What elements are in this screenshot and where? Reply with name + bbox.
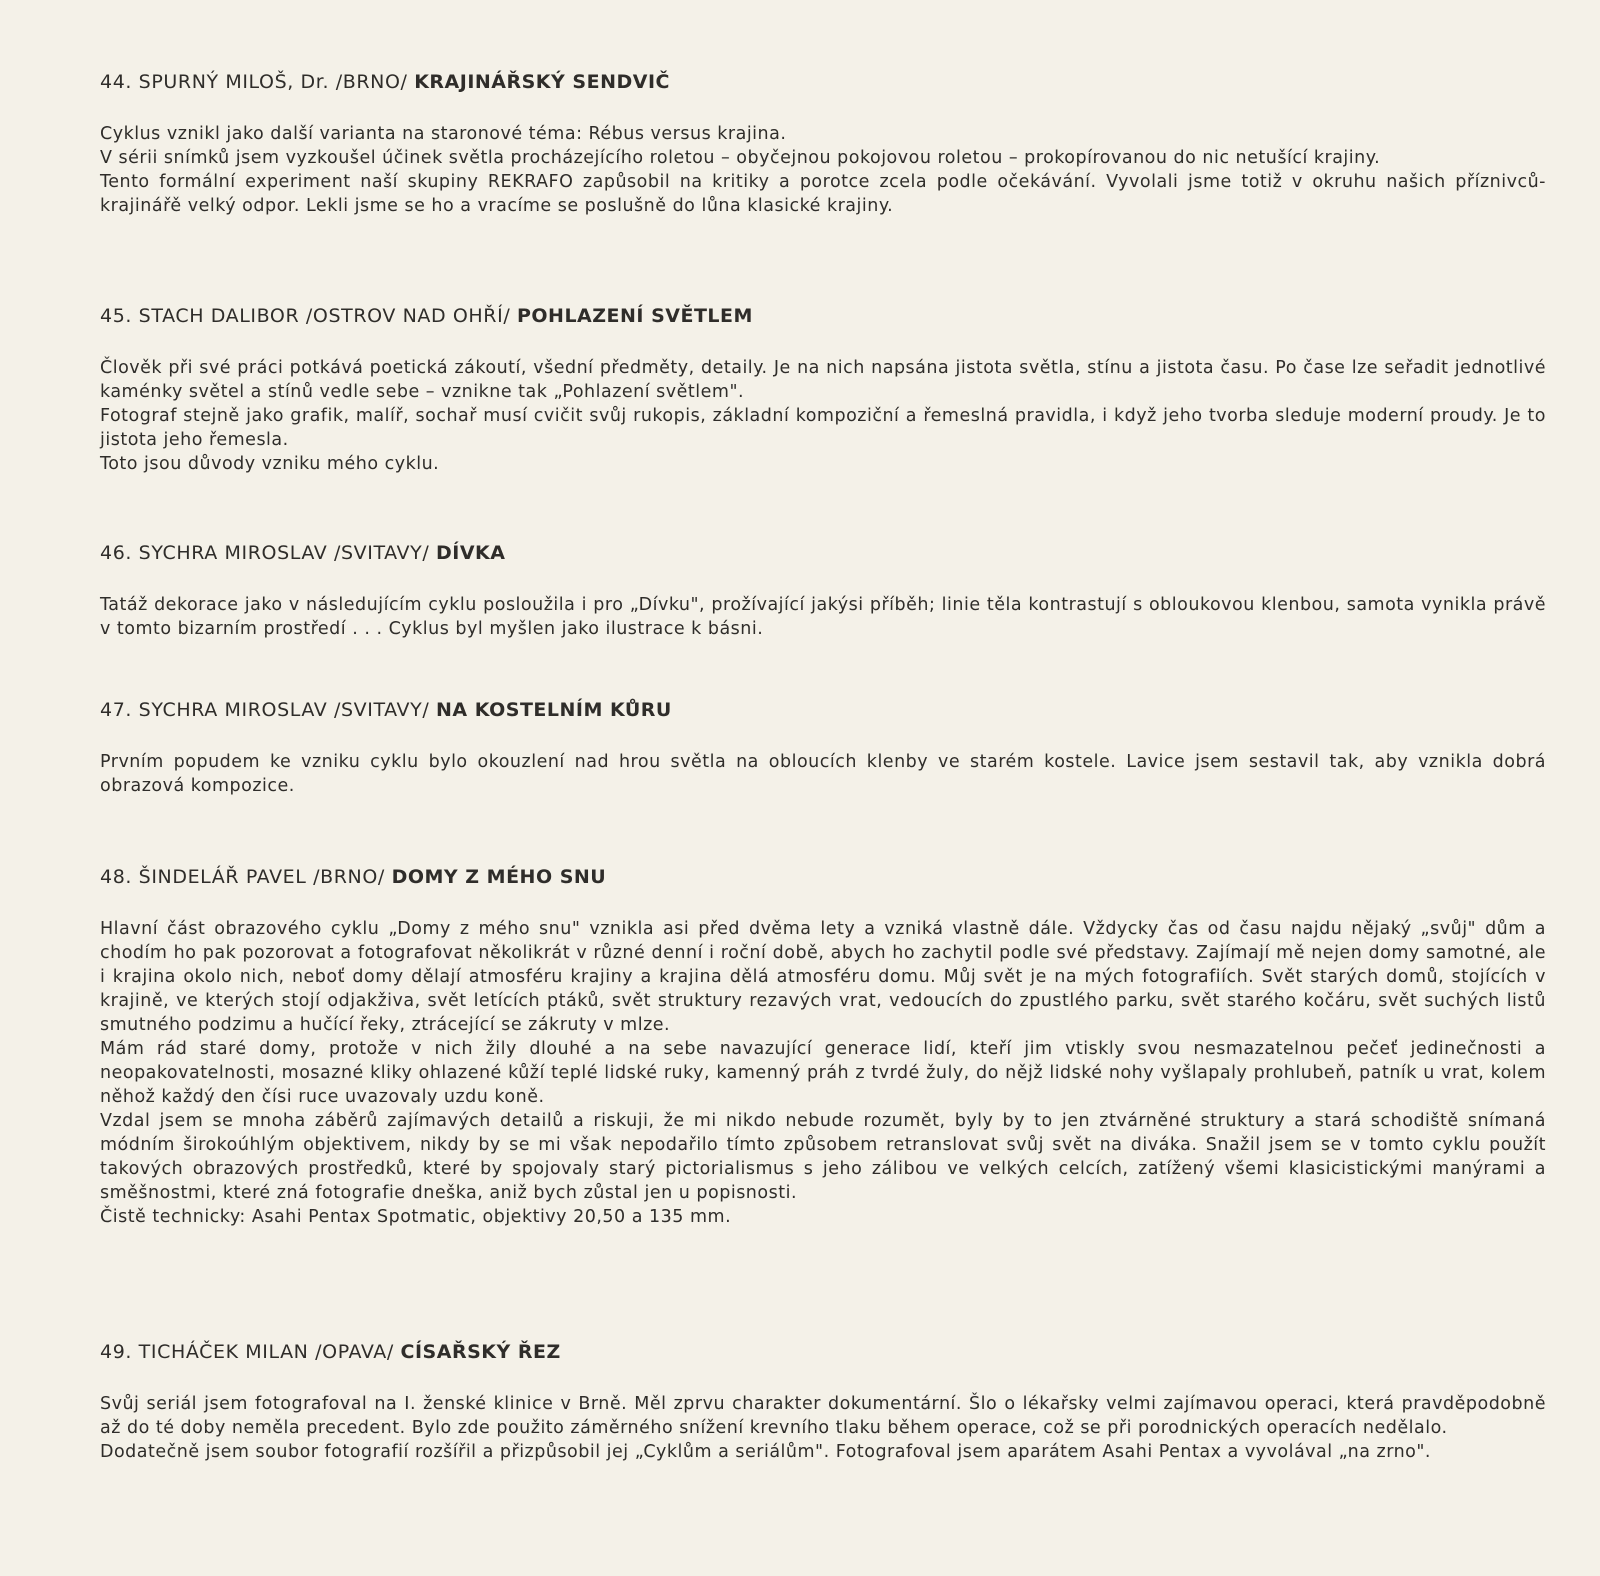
entry-author: SYCHRA MIROSLAV	[138, 699, 328, 721]
entry-paragraph: Mám rád staré domy, protože v nich žily dlouhé a na sebe navazující generace lidí, kteří jim vtiskly svou nesmazatelnou pečeť jedinečnosti a neopakovatelnosti, mosazné kliky ohlazené kůží teplé lidské ruky, kamenný práh z tvrdé žuly, do nějž lidské nohy vyšlapaly prohlubeň, patník u vrat, kolem něhož každý den čísi ruce uvazovaly uzdu koně.	[100, 1039, 1546, 1107]
entry-46	[100, 541, 1546, 641]
entry-heading	[100, 1340, 1546, 1364]
entry-paragraph: Svůj seriál jsem fotografoval na I. ženské klinice v Brně. Měl zprvu charakter dokumentární. Šlo o lékařsky velmi zajímavou operaci, která pravděpodobně až do té doby neměla precedent. Bylo zde použito záměrného snížení krevního tlaku během operace, což se při porodnických operacích nedělalo.	[100, 1394, 1546, 1438]
entry-title: NA KOSTELNÍM KŮRU	[436, 699, 672, 721]
entry-heading	[100, 541, 1546, 565]
entry-title: CÍSAŘSKÝ ŘEZ	[400, 1341, 561, 1363]
entry-heading	[100, 70, 1546, 94]
entry-title: KRAJINÁŘSKÝ SENDVIČ	[414, 71, 670, 93]
entry-number: 49.	[100, 1341, 133, 1363]
entry-place: /OSTROV NAD OHŘÍ/	[305, 305, 511, 327]
entry-place: /SVITAVY/	[333, 542, 430, 564]
entry-title: DOMY Z MÉHO SNU	[391, 866, 607, 888]
entry-author: STACH DALIBOR	[138, 305, 300, 327]
entry-paragraph: Člověk při své práci potkává poetická zákoutí, všední předměty, detaily. Je na nich napsána jistota světla, stínu a jistota času. Po čase lze seřadit jednotlivé kaménky světel a stínů vedle sebe – vznikne tak „Pohlazení světlem".	[100, 358, 1546, 402]
entry-body	[100, 593, 1546, 641]
entry-body	[100, 750, 1546, 798]
entry-author: TICHÁČEK MILAN	[138, 1341, 309, 1363]
entry-number: 47.	[100, 699, 133, 721]
entry-paragraph: Tatáž dekorace jako v následujícím cyklu posloužila i pro „Dívku", prožívající jakýsi příběh; linie těla kontrastují s obloukovou klenbou, samota vynikla právě v tomto bizarním prostředí . . . Cyklus byl myšlen jako ilustrace k básni.	[100, 595, 1546, 639]
entry-paragraph: Prvním popudem ke vzniku cyklu bylo okouzlení nad hrou světla na obloucích klenby ve starém kostele. Lavice jsem sestavil tak, aby vznikla dobrá obrazová kompozice.	[100, 752, 1546, 796]
entry-paragraph: Hlavní část obrazového cyklu „Domy z mého snu" vznikla asi před dvěma lety a vzniká vlastně dále. Vždycky čas od času najdu nějaký „svůj" dům a chodím ho pak pozorovat a fotografovat několikrát v různé denní i roční době, abych ho zachytil podle své představy. Zajímají mě nejen domy samotné, ale i krajina okolo nich, neboť domy dělají atmosféru krajiny a krajina dělá atmosféru domu. Můj svět je na mých fotografiích. Svět starých domů, stojících v krajině, ve kterých stojí odjakživa, svět letících ptáků, svět struktury rezavých vrat, vedoucích do zpustlého parku, svět starého kočáru, svět suchých listů smutného podzimu a hučící řeky, ztrácející se zákruty v mlze.	[100, 919, 1546, 1035]
entry-paragraph: Tento formální experiment naší skupiny REKRAFO zapůsobil na kritiky a porotce zcela podle očekávání. Vyvolali jsme totiž v okruhu našich příznivců-krajinářě velký odpor. Lekli jsme se ho a vracíme se poslušně do lůna klasické krajiny.	[100, 172, 1546, 216]
entry-paragraph: Toto jsou důvody vzniku mého cyklu.	[100, 454, 440, 474]
entry-place: /OPAVA/	[315, 1341, 394, 1363]
entry-45	[100, 304, 1546, 476]
entry-author: SPURNÝ MILOŠ, Dr.	[138, 71, 330, 93]
entry-paragraph: Dodatečně jsem soubor fotografií rozšířil a přizpůsobil jej „Cyklům a seriálům". Fotografoval jsem aparátem Asahi Pentax a vyvolával „na zrno".	[100, 1442, 1431, 1462]
entry-number: 44.	[100, 71, 133, 93]
entry-44	[100, 70, 1546, 218]
entry-place: /BRNO/	[335, 71, 408, 93]
entry-body	[100, 917, 1546, 1229]
entry-48	[100, 865, 1546, 1229]
entry-paragraph: Fotograf stejně jako grafik, malíř, sochař musí cvičit svůj rukopis, základní kompoziční a řemeslná pravidla, i když jeho tvorba sleduje moderní proudy. Je to jistota jeho řemesla.	[100, 406, 1546, 450]
entry-number: 45.	[100, 305, 133, 327]
entry-number: 46.	[100, 542, 133, 564]
entry-body	[100, 122, 1546, 218]
entry-paragraph: V sérii snímků jsem vyzkoušel účinek světla procházejícího roletou – obyčejnou pokojovou roletou – prokopírovanou do nic netušící krajiny.	[100, 148, 1381, 168]
entry-body	[100, 356, 1546, 476]
entry-title: DÍVKA	[436, 542, 506, 564]
entry-author: ŠINDELÁŘ PAVEL	[138, 866, 307, 888]
entry-paragraph: Čistě technicky: Asahi Pentax Spotmatic, objektivy 20,50 a 135 mm.	[100, 1207, 732, 1227]
entry-paragraph: Cyklus vznikl jako další varianta na staronové téma: Rébus versus krajina.	[100, 124, 787, 144]
entry-47	[100, 698, 1546, 798]
entry-paragraph: Vzdal jsem se mnoha záběrů zajímavých detailů a riskuji, že mi nikdo nebude rozumět, byly by to jen ztvárněné struktury a stará schodiště snímaná módním širokoúhlým objektivem, nikdy by se mi však nepodařilo tímto způsobem retranslovat svůj svět na diváka. Snažil jsem se v tomto cyklu použít takových obrazových prostředků, které by spojovaly starý pictorialismus s jeho zálibou ve velkých celcích, zatížený všemi klasicistickými manýrami a směšnostmi, které zná fotografie dneška, aniž bych zůstal jen u popisnosti.	[100, 1111, 1546, 1203]
entry-title: POHLAZENÍ SVĚTLEM	[516, 305, 753, 327]
entry-place: /SVITAVY/	[333, 699, 430, 721]
entry-body	[100, 1392, 1546, 1464]
entry-author: SYCHRA MIROSLAV	[138, 542, 328, 564]
entry-49	[100, 1340, 1546, 1464]
entry-heading	[100, 865, 1546, 889]
entry-place: /BRNO/	[313, 866, 385, 888]
entry-number: 48.	[100, 866, 133, 888]
entry-heading	[100, 304, 1546, 328]
entry-heading	[100, 698, 1546, 722]
